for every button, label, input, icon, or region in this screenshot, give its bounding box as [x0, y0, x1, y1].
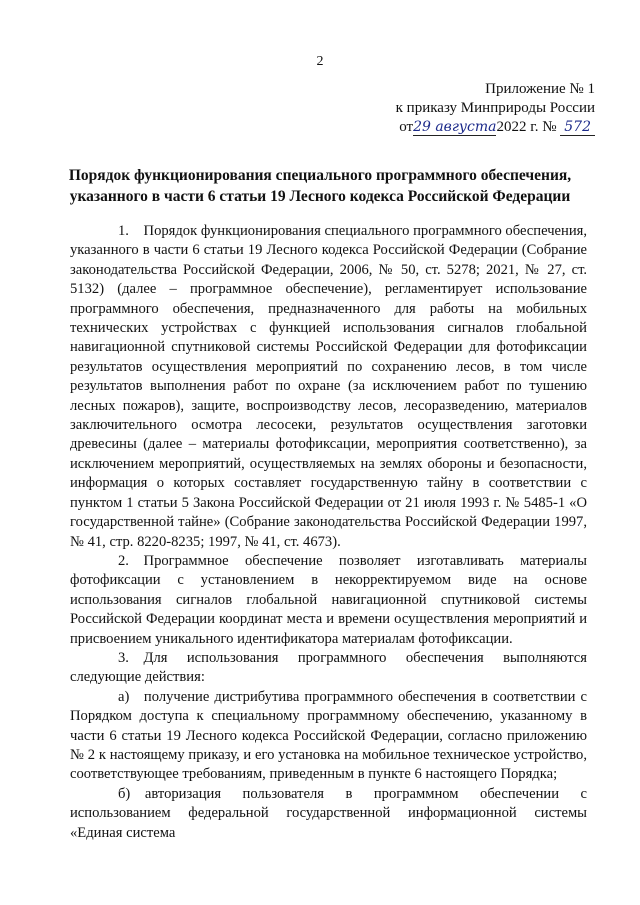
document-title [40, 165, 600, 207]
handwritten-order-number: 572 [560, 119, 595, 136]
title-line-1: Порядок функционирования специального программного обеспечения, [68, 167, 572, 184]
appendix-block [396, 80, 595, 137]
paragraph-1: 1. Порядок функционирования специального программного обеспечения, указанного в части 6 статьи 19 Лесного кодекса Российской Федерации (Собрание законодательства Российской Федерации, 2006, № 50, ст. 5278; 2021, № 27, ст. 5132) (далее – программное обеспечение), регламентирует использование программного обеспечения, предназначенного для работы на мобильных технических устройствах с функцией использования сигналов глобальной навигационной спутниковой системы Российской Федерации для фотофиксации результатов осуществления мероприятий по сохранению лесов, в том числе результатов выполнения работ по охране (за исключением работ по тушению лесных пожаров), защите, воспроизводству лесов, лесоразведению, материалов заключительного осмотра лесосеки, результатов осуществления заготовки древесины (далее – материалы фотофиксации, мероприятия соответственно), за исключением мероприятий, осуществляемых на землях обороны и безопасности, информация о которых составляет государственную тайну в соответствии с пунктом 1 статьи 5 Закона Российской Федерации от 21 июля 1993 г. № 5485-1 «О государственной тайне» (Собрание законодательства Российской Федерации 1997, № 41, стр. 8220-8235; 1997, № 41, ст. 4673). [70, 223, 587, 550]
page-number: 2 [316, 54, 324, 69]
appendix-date-line [396, 118, 595, 137]
date-suffix: 2022 г. № [496, 119, 557, 135]
handwritten-date: 29 августа [413, 119, 497, 135]
appendix-order-reference: к приказу Минприроды России [395, 100, 595, 116]
document-body [70, 222, 587, 843]
paragraph-3b: б) авторизация пользователя в программном обеспечении с использованием федеральной государственной информационной системы «Единая система [70, 785, 587, 841]
paragraph-3: 3. Для использования программного обеспечения выполняются следующие действия: [70, 649, 587, 686]
title-line-2: указанного в части 6 статьи 19 Лесного кодекса Российской Федерации [69, 188, 571, 205]
date-prefix: от [399, 119, 414, 135]
appendix-title: Приложение № 1 [485, 81, 595, 97]
paragraph-2: 2. Программное обеспечение позволяет изготавливать материалы фотофиксации с установлением в некорректируемом виде на основе использования сигналов глобальной навигационной спутниковой системы Российской Федерации координат места и времени осуществления мероприятий и присвоением уникального идентификатора материалам фотофиксации. [70, 552, 587, 647]
paragraph-3a: а) получение дистрибутива программного обеспечения в соответствии с Порядком доступа к специальному программному обеспечению, указанному в части 6 статьи 19 Лесного кодекса Российской Федерации, согласно приложению № 2 к настоящему приказу, и его установка на мобильное техническое устройство, соответствующее требованиям, приведенным в пункте 6 настоящего Порядка; [70, 688, 587, 783]
